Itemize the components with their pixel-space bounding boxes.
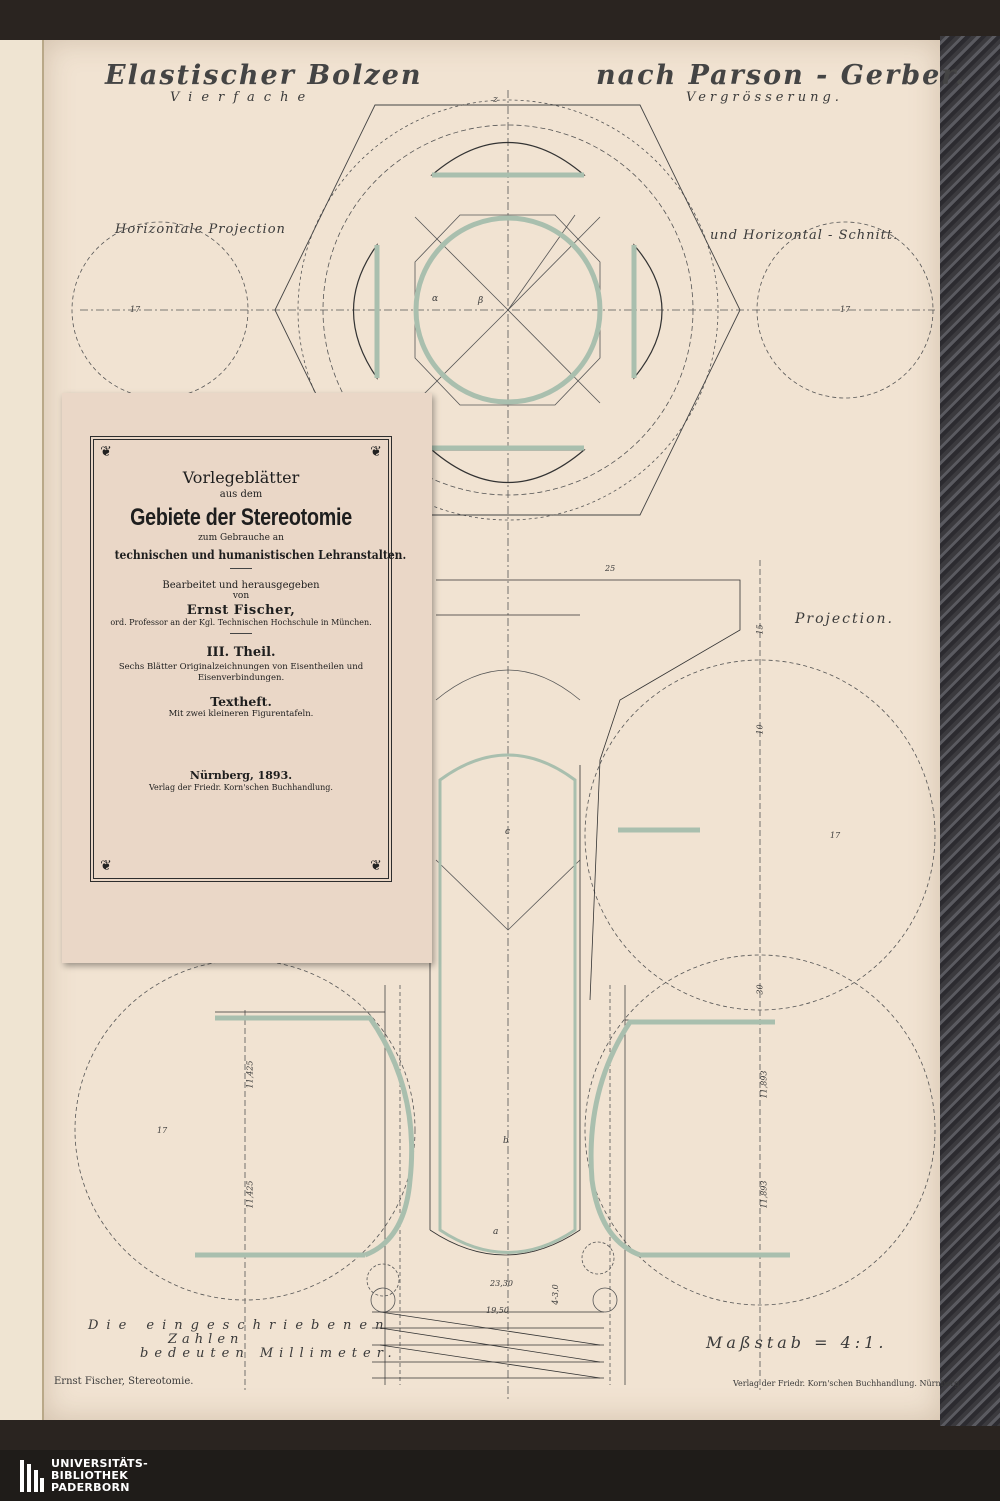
note-line-1: Die eingeschriebenen	[88, 1318, 392, 1333]
library-line-2: BIBLIOTHEK	[51, 1469, 129, 1482]
plate-author: Ernst Fischer, Stereotomie.	[54, 1376, 194, 1387]
text-booklet	[62, 393, 432, 963]
dim-30: 30	[755, 984, 765, 995]
letter-b: b	[503, 1136, 509, 1146]
dim-15: 15	[755, 624, 765, 635]
divider	[230, 568, 252, 574]
dim-17-left: 17	[130, 305, 141, 314]
booklet-title-1: Vorlegeblätter	[182, 468, 300, 487]
ornament-icon: ❦	[100, 858, 112, 874]
library-line-1: UNIVERSITÄTS-	[51, 1457, 148, 1470]
scale-label: Maßstab = 4:1.	[706, 1333, 888, 1352]
booklet-textheft: Textheft.	[210, 694, 272, 709]
booklet-author-title: ord. Professor an der Kgl. Technischen Hochschule in München.	[110, 618, 372, 627]
dim-10: 10	[755, 724, 765, 735]
dim-4-3: 4-3,0	[550, 1284, 560, 1305]
note-line-2: Zahlen	[168, 1332, 244, 1347]
label-horizontal-section: und Horizontal - Schnitt.	[710, 228, 899, 243]
letter-c: c	[505, 827, 511, 837]
booklet-publisher: Verlag der Friedr. Korn'schen Buchhandlung.	[149, 783, 333, 792]
dim-17-mid: 17	[830, 831, 841, 840]
ornament-icon: ❦	[370, 858, 382, 874]
plate-publisher: Verlag der Friedr. Korn'schen Buchhandlung. Nürnberg	[733, 1379, 960, 1388]
library-footer	[0, 1450, 1000, 1501]
dim-17-right: 17	[840, 305, 851, 314]
library-line-3: PADERBORN	[51, 1481, 130, 1494]
letter-alpha: α	[432, 294, 439, 304]
booklet-part-desc: Sechs Blätter Originalzeichnungen von Eisentheilen und Eisenverbindungen.	[118, 662, 364, 683]
dim-11-893-a: 11,893	[759, 1070, 769, 1099]
note-line-3: bedeuten Millimeter.	[140, 1346, 398, 1361]
label-horizontal-projection: Horizontale Projection	[115, 222, 286, 237]
booklet-author: Ernst Fischer,	[186, 603, 296, 618]
letter-a: a	[493, 1227, 499, 1237]
plate-subtitle-right: Vergrösserung.	[686, 90, 843, 105]
booklet-part: III. Theil.	[206, 645, 276, 660]
library-logo-icon	[20, 1460, 44, 1492]
plate-subtitle-left: Vierfache	[170, 90, 315, 105]
booklet-textheft-desc: Mit zwei kleineren Figurentafeln.	[168, 709, 314, 719]
booklet-main-title: Gebiete der Stereotomie	[130, 504, 352, 531]
dim-11-425-a: 11,425	[245, 1060, 255, 1089]
plate-title-left: Elastischer Bolzen	[105, 60, 423, 91]
divider	[230, 633, 252, 639]
ornament-icon: ❦	[370, 444, 382, 460]
booklet-title-5: technischen und humanistischen Lehranstalten.	[114, 547, 407, 562]
dim-11-893-b: 11,893	[759, 1180, 769, 1209]
dim-19-50: 19,50	[486, 1306, 509, 1315]
label-projection: Projection.	[795, 611, 895, 627]
dim-25: 25	[605, 564, 616, 573]
booklet-edited-by: Bearbeitet und herausgegeben	[162, 580, 320, 591]
booklet-place-year: Nürnberg, 1893.	[189, 769, 293, 782]
booklet-title-4: zum Gebrauche an	[198, 533, 284, 543]
letter-z: z	[493, 95, 498, 105]
booklet-title-2: aus dem	[219, 489, 263, 500]
dim-17-low: 17	[157, 1126, 168, 1135]
library-name	[51, 1458, 148, 1494]
booklet-von: von	[232, 591, 250, 601]
dim-23-30: 23,30	[490, 1279, 513, 1288]
dim-11-425-b: 11,425	[245, 1180, 255, 1209]
letter-beta: β	[478, 296, 484, 306]
ornament-icon: ❦	[100, 444, 112, 460]
plate-title-right: nach Parson - Gerber.	[596, 60, 967, 91]
booklet-frame	[93, 439, 407, 879]
